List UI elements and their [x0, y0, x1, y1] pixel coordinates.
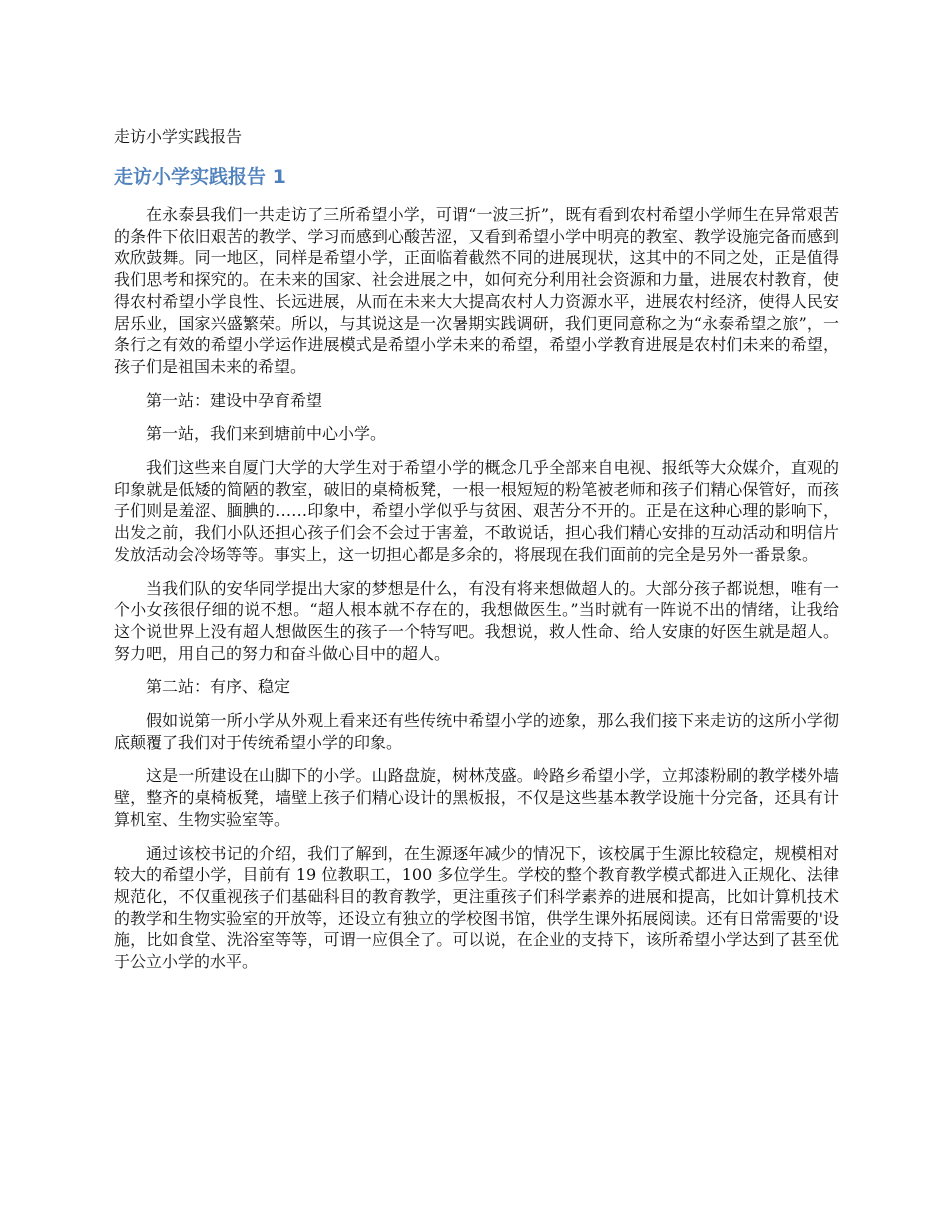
paragraph-station-two-title: 第二站：有序、稳定: [146, 677, 291, 697]
paragraph-station-two-intro: 假如说第一所小学从外观上看来还有些传统中希望小学的迹象，那么我们接下来走访的这所小学彻底颠覆了我们对于传统希望小学的印象。: [114, 711, 839, 752]
document-body: [114, 204, 839, 985]
section-heading: 走访小学实践报告 1: [114, 166, 286, 188]
paragraph-station-one-intro: 第一站，我们来到塘前中心小学。: [146, 424, 387, 444]
paragraph-intro: 在永泰县我们一共走访了三所希望小学，可谓“一波三折”，既有看到农村希望小学师生在异常艰苦的条件下依旧艰苦的教学、学习而感到心酸苦涩，又看到希望小学中明亮的教室、教学设施完备而感到欢欣鼓舞。同一地区，同样是希望小学，正面临着截然不同的进展现状，这其中的不同之处，正是值得我们思考和探究的。在未来的国家、社会进展之中，如何充分利用社会资源和力量，进展农村教育，使得农村希望小学良性、长远进展，从而在未来大大提高农村人力资源水平，进展农村经济，使得人民安居乐业，国家兴盛繁荣。所以，与其说这是一次暑期实践调研，我们更同意称之为“永泰希望之旅”，一条行之有效的希望小学运作进展模式是希望小学未来的希望，希望小学教育进展是农村们未来的希望，孩子们是祖国未来的希望。: [114, 205, 839, 376]
document-title: 走访小学实践报告: [114, 127, 243, 146]
paragraph-station-one-title: 第一站：建设中孕育希望: [146, 390, 323, 410]
paragraph-school-description: 这是一所建设在山脚下的小学。山路盘旋，树林茂盛。岭路乡希望小学，立邦漆粉刷的教学楼外墙壁，整齐的桌椅板凳，墙壁上孩子们精心设计的黑板报，不仅是这些基本教学设施十分完备，还具有计算机室、生物实验室等。: [114, 766, 839, 829]
paragraph-dream: 当我们队的安华同学提出大家的梦想是什么，有没有将来想做超人的。大部分孩子都说想，唯有一个小女孩很仔细的说不想。“超人根本就不存在的，我想做医生。”当时就有一阵说不出的情绪，让我给这个说世界上没有超人想做医生的孩子一个特写吧。我想说，救人性命、给人安康的好医生就是超人。努力吧，用自己的努力和奋斗做心目中的超人。: [114, 578, 839, 663]
paragraph-impression: 我们这些来自厦门大学的大学生对于希望小学的概念几乎全部来自电视、报纸等大众媒介，直观的印象就是低矮的简陋的教室，破旧的桌椅板凳，一根一根短短的粉笔被老师和孩子们精心保管好，而孩子们则是羞涩、腼腆的……印象中，希望小学似乎与贫困、艰苦分不开的。正是在这种心理的影响下，出发之前，我们小队还担心孩子们会不会过于害羞，不敢说话，担心我们精心安排的互动活动和明信片发放活动会冷场等等。事实上，这一切担心都是多余的，将展现在我们面前的完全是另外一番景象。: [114, 458, 839, 564]
paragraph-school-details: 通过该校书记的介绍，我们了解到，在生源逐年减少的情况下，该校属于生源比较稳定，规模相对较大的希望小学，目前有 19 位教职工，100 多位学生。学校的整个教育教学模式都进入正规化、法律规范化，不仅重视孩子们基础科目的教育教学，更注重孩子们科学素养的进展和提高，比如计算机技术的教学和生物实验室的开放等，还设立有独立的学校图书馆，供学生课外拓展阅读。还有日常需要的'设施，比如食堂、洗浴室等等，可谓一应俱全了。可以说，在企业的支持下，该所希望小学达到了甚至优于公立小学的水平。: [114, 843, 839, 972]
